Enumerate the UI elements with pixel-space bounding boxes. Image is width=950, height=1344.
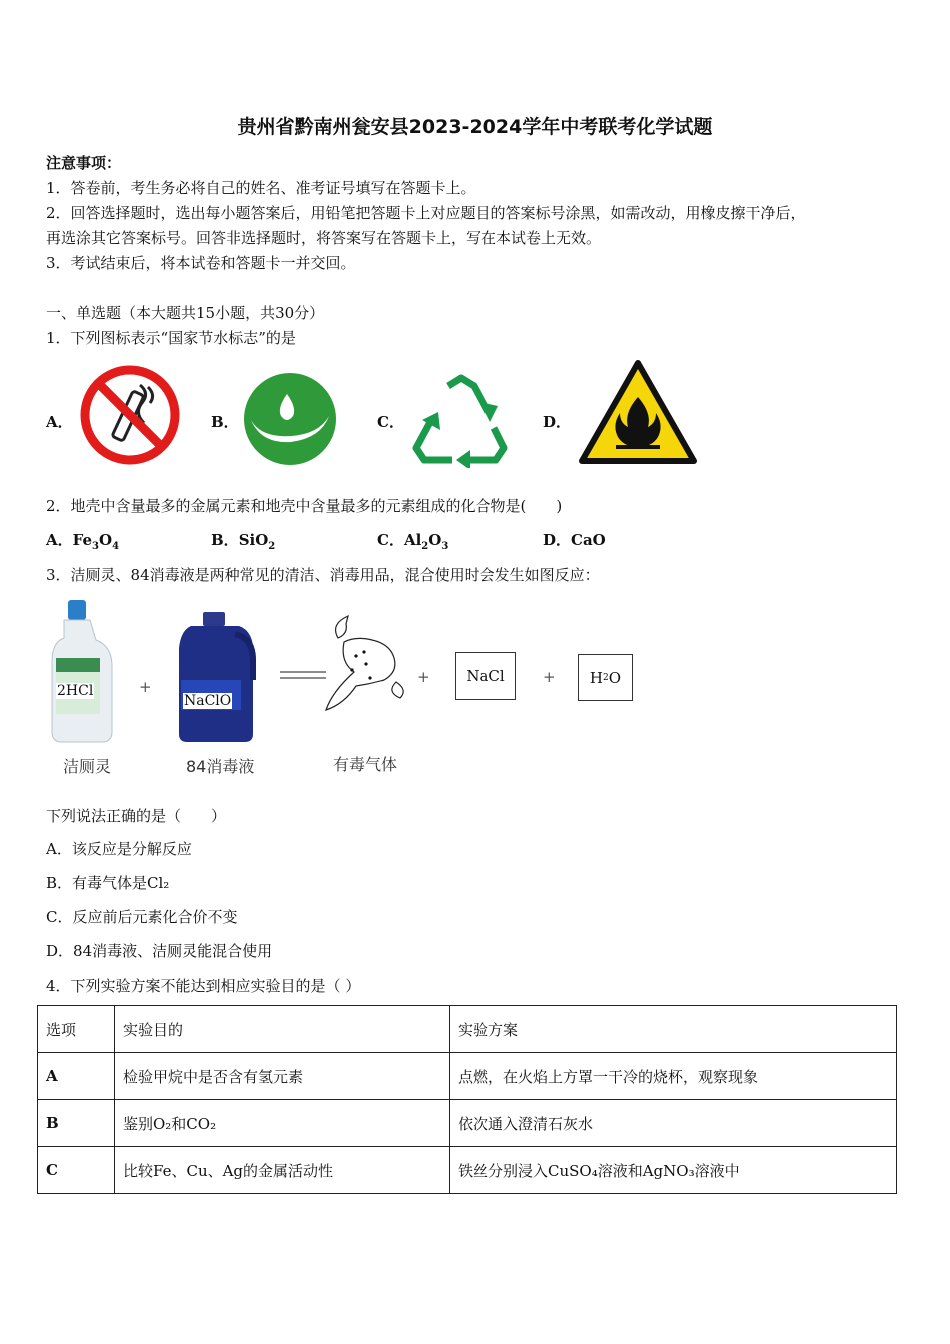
question-4-stem: 4．下列实验方案不能达到相应实验目的是（ ）: [46, 977, 361, 995]
table-cell: 鉴别O₂和CO₂: [115, 1100, 450, 1147]
q3-option: A．该反应是分解反应: [46, 840, 192, 858]
plus-sign: +: [543, 668, 556, 686]
table-cell: 比较Fe、Cu、Ag的金属活动性: [115, 1147, 450, 1194]
notice-item: 2．回答选择题时，选出每小题答案后，用铅笔把答题卡上对应题目的答案标号涂黑，如需改动，用橡皮擦干净后，: [46, 204, 806, 222]
no-smoking-icon: [78, 363, 182, 467]
toxic-gas-icon: [318, 612, 410, 718]
question-1-stem: 1．下列图标表示“国家节水标志”的是: [46, 329, 296, 347]
table-row: [38, 1147, 897, 1194]
table-cell: A: [38, 1053, 115, 1100]
bottle2-label: NaClO: [184, 693, 232, 709]
table-cell: C: [38, 1147, 115, 1194]
table-cell: B: [38, 1100, 115, 1147]
table-header-row: [38, 1006, 897, 1053]
question-3-substem: 下列说法正确的是（ ）: [46, 807, 227, 825]
q2-option-c: C．$Al_2O_3$: [377, 531, 449, 552]
product-water-box: H 2 O: [578, 654, 633, 701]
plus-sign: +: [417, 668, 430, 686]
caption-toxic-gas: 有毒气体: [333, 755, 398, 774]
q1-option-d-label: D．: [543, 413, 572, 431]
table-row: [38, 1100, 897, 1147]
experiment-table: [37, 1005, 897, 1194]
table-row: [38, 1053, 897, 1100]
disinfectant-bottle-icon: [177, 610, 259, 744]
q3-option: B．有毒气体是Cl₂: [46, 874, 170, 892]
toilet-cleaner-bottle-icon: [50, 598, 116, 744]
notice-heading: 注意事项：: [46, 154, 122, 172]
caption-toilet-cleaner: 洁厕灵: [63, 757, 112, 776]
table-cell: 检验甲烷中是否含有氢元素: [115, 1053, 450, 1100]
product-nacl-box: NaCl: [455, 652, 516, 700]
table-cell: 点燃，在火焰上方罩一干冷的烧杯，观察现象: [450, 1053, 897, 1100]
page-title: 贵州省黔南州瓮安县2023-2024学年中考联考化学试题: [237, 116, 713, 138]
q1-option-b-label: B．: [211, 413, 239, 431]
notice-item: 再选涂其它答案标号。回答非选择题时，将答案写在答题卡上，写在本试卷上无效。: [46, 229, 602, 247]
flammable-warning-icon: [578, 359, 698, 465]
plus-sign: +: [139, 678, 152, 696]
table-cell: 依次通入澄清石灰水: [450, 1100, 897, 1147]
notice-item: 1．答卷前，考生务必将自己的姓名、准考证号填写在答题卡上。: [46, 179, 476, 197]
question-3-stem: 3．洁厕灵、84消毒液是两种常见的清洁、消毒用品，混合使用时会发生如图反应：: [46, 566, 600, 584]
q1-option-a-label: A．: [46, 413, 73, 431]
notice-item: 3．考试结束后，将本试卷和答题卡一并交回。: [46, 254, 356, 272]
q3-option: D．84消毒液、洁厕灵能混合使用: [46, 942, 273, 960]
table-header-cell: 选项: [38, 1006, 115, 1053]
recycle-icon: [408, 372, 514, 468]
table-header-cell: 实验目的: [115, 1006, 450, 1053]
question-2-stem: 2．地壳中含量最多的金属元素和地壳中含量最多的元素组成的化合物是( ): [46, 497, 563, 515]
caption-disinfectant: 84消毒液: [186, 757, 255, 776]
water-saving-icon: [243, 372, 337, 466]
q2-option-d: D．CaO: [543, 531, 606, 549]
bottle1-label: 2HCl: [57, 683, 94, 699]
table-cell: 铁丝分别浸入CuSO₄溶液和AgNO₃溶液中: [450, 1147, 897, 1194]
q3-option: C．反应前后元素化合价不变: [46, 908, 238, 926]
table-header-cell: 实验方案: [450, 1006, 897, 1053]
q2-option-a: A．$Fe_3O_4$: [46, 531, 120, 552]
section-heading: 一、单选题（本大题共15小题，共30分）: [46, 304, 325, 322]
q2-option-b: B．SiO$_2$: [211, 531, 276, 552]
q1-option-c-label: C．: [377, 413, 404, 431]
